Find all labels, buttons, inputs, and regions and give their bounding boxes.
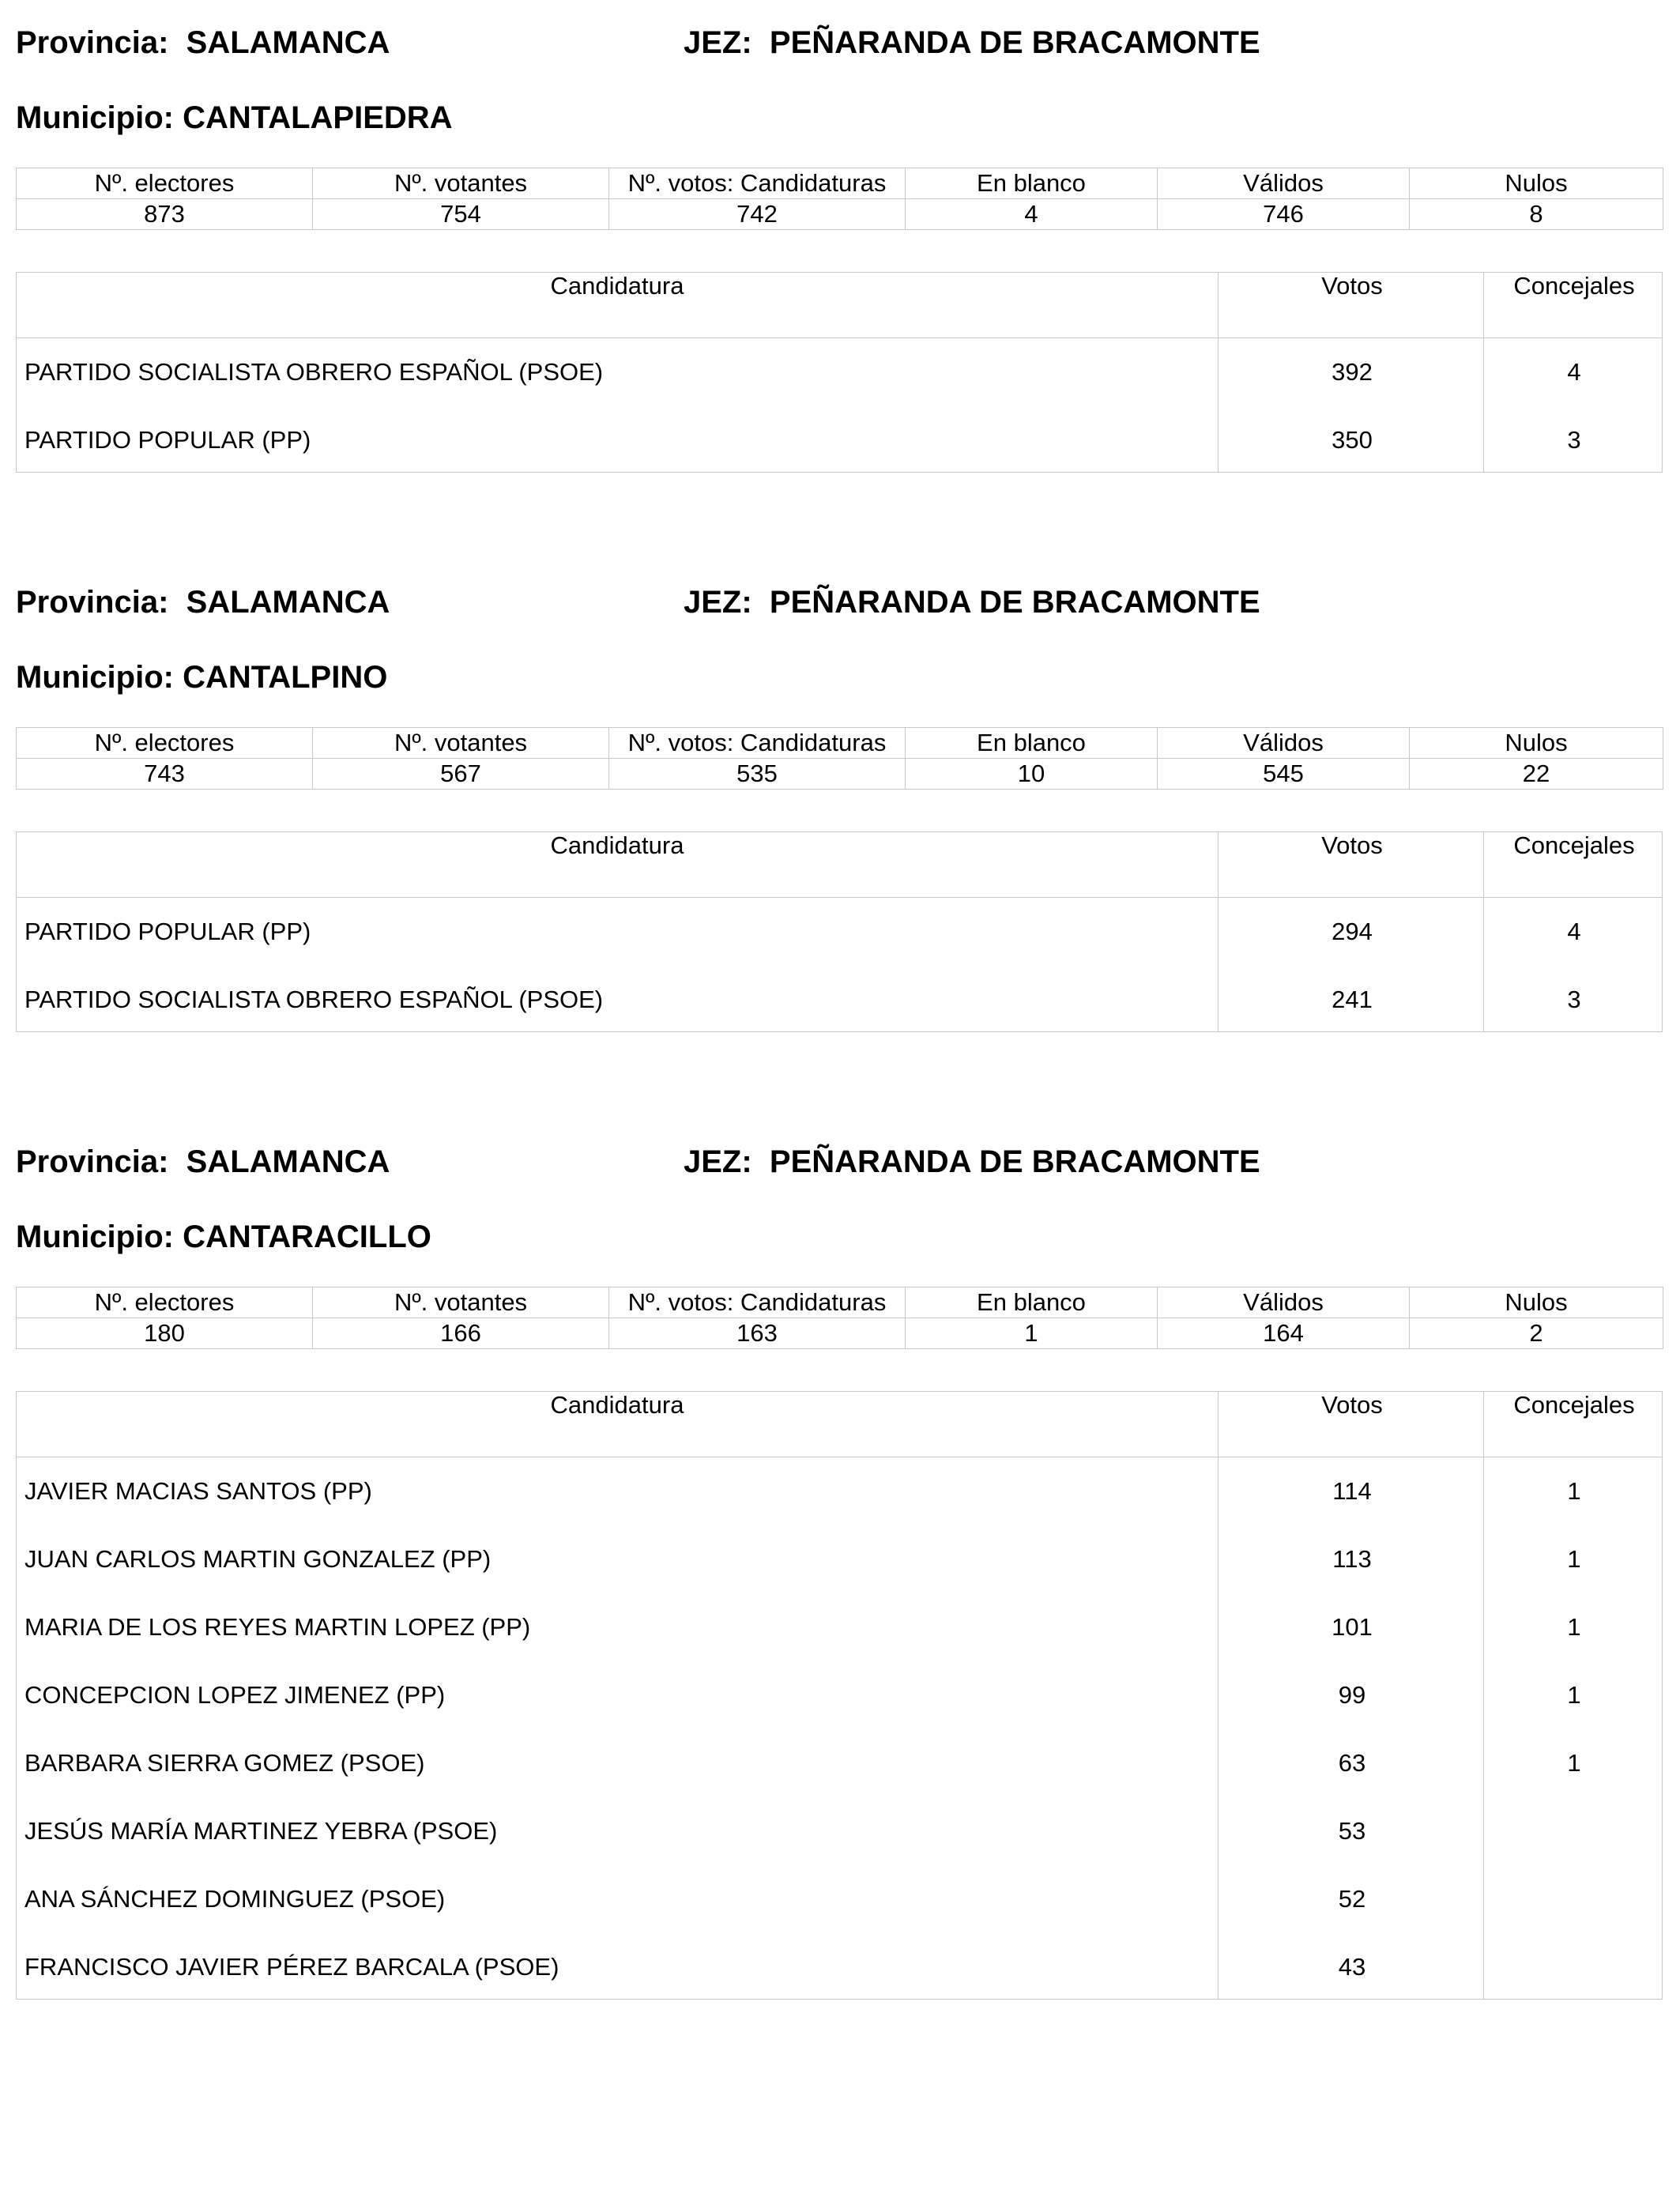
header-votantes: Nº. votantes bbox=[313, 1287, 609, 1318]
candidatura-votos: 53 bbox=[1338, 1817, 1366, 1845]
header-votos-candidaturas: Nº. votos: Candidaturas bbox=[609, 1287, 906, 1318]
candidatura-name: PARTIDO SOCIALISTA OBRERO ESPAÑOL (PSOE) bbox=[24, 358, 604, 386]
candidatura-name: PARTIDO POPULAR (PP) bbox=[24, 918, 311, 945]
provincia-line bbox=[16, 583, 390, 621]
municipio-label: Municipio: bbox=[16, 1220, 174, 1254]
result-row bbox=[17, 1933, 1662, 2001]
candidatura-concejales: 1 bbox=[1567, 1749, 1581, 1777]
municipio-value: CANTARACILLO bbox=[183, 1220, 431, 1254]
header-validos: Válidos bbox=[1158, 1287, 1410, 1318]
result-row bbox=[17, 1593, 1662, 1661]
value-votos-candidaturas: 535 bbox=[609, 759, 906, 790]
header-nulos: Nulos bbox=[1410, 168, 1663, 199]
candidatura-name: ANA SÁNCHEZ DOMINGUEZ (PSOE) bbox=[24, 1885, 446, 1913]
results-table bbox=[16, 831, 1663, 1032]
provincia-label: Provincia: bbox=[16, 585, 169, 620]
candidatura-votos: 113 bbox=[1332, 1545, 1372, 1573]
municipio-value: CANTALAPIEDRA bbox=[183, 100, 453, 135]
header-concejales: Concejales bbox=[1513, 831, 1635, 859]
candidatura-name: FRANCISCO JAVIER PÉREZ BARCALA (PSOE) bbox=[24, 1953, 559, 1981]
results-header-row bbox=[17, 832, 1662, 898]
value-en-blanco: 10 bbox=[906, 759, 1158, 790]
jez-value: PEÑARANDA DE BRACAMONTE bbox=[769, 25, 1260, 60]
header-concejales: Concejales bbox=[1513, 1391, 1635, 1419]
result-row bbox=[17, 338, 1662, 406]
result-row bbox=[17, 898, 1662, 966]
results-header-row bbox=[17, 1392, 1662, 1457]
candidatura-concejales: 3 bbox=[1567, 426, 1581, 454]
value-nulos: 8 bbox=[1410, 199, 1663, 230]
candidatura-name: BARBARA SIERRA GOMEZ (PSOE) bbox=[24, 1749, 425, 1777]
provincia-value: SALAMANCA bbox=[186, 1144, 390, 1179]
provincia-label: Provincia: bbox=[16, 1144, 169, 1179]
section-cantaracillo bbox=[16, 1143, 1663, 2012]
candidatura-votos: 241 bbox=[1332, 986, 1373, 1013]
candidatura-name: PARTIDO SOCIALISTA OBRERO ESPAÑOL (PSOE) bbox=[24, 986, 604, 1013]
header-candidatura: Candidatura bbox=[550, 831, 684, 859]
results-table bbox=[16, 1391, 1663, 2000]
header-votos: Votos bbox=[1321, 272, 1383, 300]
stats-header-row bbox=[17, 728, 1663, 759]
header-votos: Votos bbox=[1321, 1391, 1383, 1419]
candidatura-concejales: 1 bbox=[1567, 1613, 1581, 1641]
municipio-line bbox=[16, 99, 453, 137]
header-en-blanco: En blanco bbox=[906, 1287, 1158, 1318]
candidatura-votos: 114 bbox=[1332, 1477, 1372, 1505]
section-cantalapiedra bbox=[16, 24, 1663, 474]
header-candidatura: Candidatura bbox=[550, 272, 684, 300]
value-votos-candidaturas: 742 bbox=[609, 199, 906, 230]
result-row bbox=[17, 1457, 1662, 1525]
jez-line bbox=[684, 24, 1260, 62]
candidatura-name: PARTIDO POPULAR (PP) bbox=[24, 426, 311, 454]
stats-table bbox=[16, 168, 1663, 230]
jez-line bbox=[684, 1143, 1260, 1181]
header-votantes: Nº. votantes bbox=[313, 168, 609, 199]
candidatura-concejales: 4 bbox=[1567, 918, 1581, 945]
header-en-blanco: En blanco bbox=[906, 728, 1158, 759]
provincia-value: SALAMANCA bbox=[186, 25, 390, 60]
results-table bbox=[16, 272, 1663, 473]
municipio-value: CANTALPINO bbox=[183, 660, 388, 695]
jez-line bbox=[684, 583, 1260, 621]
result-row bbox=[17, 1525, 1662, 1593]
value-votos-candidaturas: 163 bbox=[609, 1318, 906, 1349]
value-votantes: 567 bbox=[313, 759, 609, 790]
candidatura-concejales: 1 bbox=[1567, 1477, 1581, 1505]
header-concejales: Concejales bbox=[1513, 272, 1635, 300]
value-nulos: 2 bbox=[1410, 1318, 1663, 1349]
section-cantalpino bbox=[16, 583, 1663, 1034]
provincia-label: Provincia: bbox=[16, 25, 169, 60]
jez-value: PEÑARANDA DE BRACAMONTE bbox=[769, 1144, 1260, 1179]
municipio-line bbox=[16, 1218, 431, 1256]
value-validos: 545 bbox=[1158, 759, 1410, 790]
candidatura-concejales: 3 bbox=[1567, 986, 1581, 1013]
candidatura-votos: 63 bbox=[1338, 1749, 1366, 1777]
candidatura-votos: 392 bbox=[1332, 358, 1373, 386]
jez-label: JEZ: bbox=[684, 25, 752, 60]
candidatura-name: JESÚS MARÍA MARTINEZ YEBRA (PSOE) bbox=[24, 1817, 498, 1845]
provincia-line bbox=[16, 24, 390, 62]
candidatura-votos: 43 bbox=[1338, 1953, 1366, 1981]
header-candidatura: Candidatura bbox=[550, 1391, 684, 1419]
stats-header-row bbox=[17, 1287, 1663, 1318]
header-votos: Votos bbox=[1321, 831, 1383, 859]
value-electores: 743 bbox=[17, 759, 313, 790]
stats-header-row bbox=[17, 168, 1663, 199]
result-row bbox=[17, 1661, 1662, 1729]
header-validos: Válidos bbox=[1158, 168, 1410, 199]
jez-value: PEÑARANDA DE BRACAMONTE bbox=[769, 585, 1260, 620]
municipio-label: Municipio: bbox=[16, 100, 174, 135]
header-votos-candidaturas: Nº. votos: Candidaturas bbox=[609, 728, 906, 759]
header-nulos: Nulos bbox=[1410, 1287, 1663, 1318]
value-validos: 746 bbox=[1158, 199, 1410, 230]
value-nulos: 22 bbox=[1410, 759, 1663, 790]
candidatura-name: JUAN CARLOS MARTIN GONZALEZ (PP) bbox=[24, 1545, 492, 1573]
stats-value-row bbox=[17, 1318, 1663, 1349]
header-validos: Válidos bbox=[1158, 728, 1410, 759]
candidatura-name: MARIA DE LOS REYES MARTIN LOPEZ (PP) bbox=[24, 1613, 531, 1641]
candidatura-votos: 99 bbox=[1338, 1681, 1366, 1709]
header-en-blanco: En blanco bbox=[906, 168, 1158, 199]
result-row bbox=[17, 1797, 1662, 1865]
value-electores: 873 bbox=[17, 199, 313, 230]
header-electores: Nº. electores bbox=[17, 728, 313, 759]
results-header-row bbox=[17, 273, 1662, 338]
header-nulos: Nulos bbox=[1410, 728, 1663, 759]
candidatura-concejales: 1 bbox=[1567, 1681, 1581, 1709]
header-electores: Nº. electores bbox=[17, 168, 313, 199]
result-row bbox=[17, 966, 1662, 1034]
result-row bbox=[17, 1865, 1662, 1933]
provincia-value: SALAMANCA bbox=[186, 585, 390, 620]
value-electores: 180 bbox=[17, 1318, 313, 1349]
candidatura-votos: 52 bbox=[1338, 1885, 1366, 1913]
header-votos-candidaturas: Nº. votos: Candidaturas bbox=[609, 168, 906, 199]
candidatura-votos: 350 bbox=[1332, 426, 1373, 454]
result-row bbox=[17, 1729, 1662, 1797]
candidatura-concejales: 1 bbox=[1567, 1545, 1581, 1573]
stats-table bbox=[16, 1287, 1663, 1349]
candidatura-votos: 294 bbox=[1332, 918, 1373, 945]
candidatura-name: JAVIER MACIAS SANTOS (PP) bbox=[24, 1477, 372, 1505]
value-en-blanco: 4 bbox=[906, 199, 1158, 230]
municipio-label: Municipio: bbox=[16, 660, 174, 695]
result-row bbox=[17, 406, 1662, 474]
provincia-line bbox=[16, 1143, 390, 1181]
value-en-blanco: 1 bbox=[906, 1318, 1158, 1349]
header-electores: Nº. electores bbox=[17, 1287, 313, 1318]
stats-table bbox=[16, 727, 1663, 790]
candidatura-votos: 101 bbox=[1332, 1613, 1373, 1641]
jez-label: JEZ: bbox=[684, 1144, 752, 1179]
value-validos: 164 bbox=[1158, 1318, 1410, 1349]
candidatura-concejales: 4 bbox=[1567, 358, 1581, 386]
header-votantes: Nº. votantes bbox=[313, 728, 609, 759]
value-votantes: 754 bbox=[313, 199, 609, 230]
stats-value-row bbox=[17, 759, 1663, 790]
value-votantes: 166 bbox=[313, 1318, 609, 1349]
stats-value-row bbox=[17, 199, 1663, 230]
candidatura-name: CONCEPCION LOPEZ JIMENEZ (PP) bbox=[24, 1681, 446, 1709]
jez-label: JEZ: bbox=[684, 585, 752, 620]
municipio-line bbox=[16, 658, 387, 696]
